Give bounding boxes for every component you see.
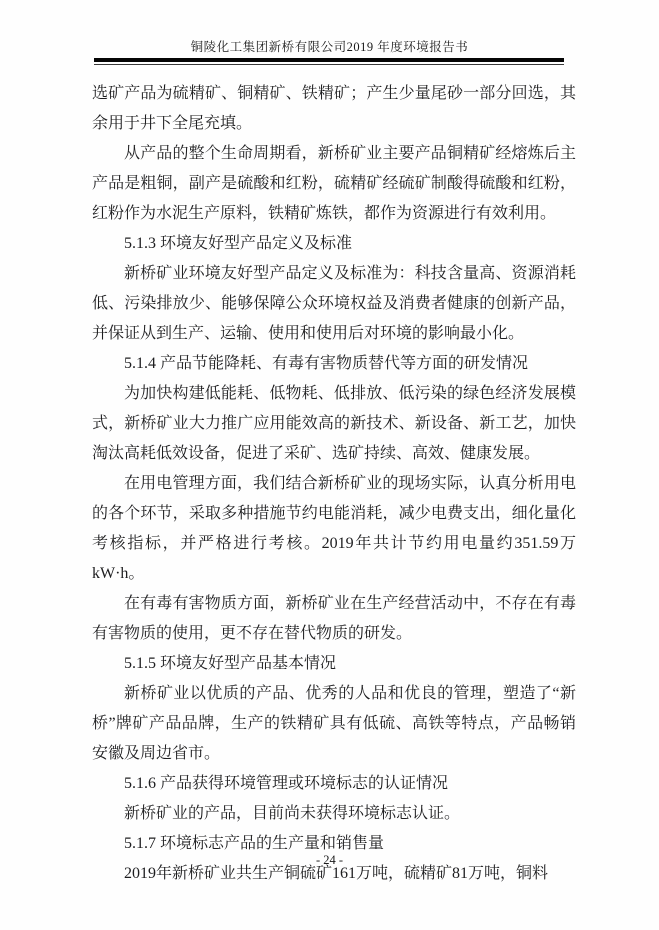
- section-heading-515: 5.1.5 环境友好型产品基本情况: [124, 655, 337, 672]
- body-paragraph: 从产品的整个生命周期看，新桥矿业主要产品铜精矿经熔炼后主产品是粗铜，副产是硫酸和红粉，硫精矿经硫矿制酸得硫酸和红粉，红粉作为水泥生产原料，铁精矿炼铁，都作为资源进行有效利用。: [92, 145, 576, 222]
- header-rule: [94, 58, 564, 65]
- page-number: - 24 -: [315, 853, 344, 867]
- section-heading-516: 5.1.6 产品获得环境管理或环境标志的认证情况: [124, 775, 449, 792]
- body-paragraph: 为加快构建低能耗、低物耗、低排放、低污染的绿色经济发展模式，新桥矿业大力推广应用能效高的新技术、新设备、新工艺，加快淘汰高耗低效设备，促进了采矿、选矿持续、高效、健康发展。: [92, 385, 576, 462]
- body-paragraph: 新桥矿业环境友好型产品定义及标准为：科技含量高、资源消耗低、污染排放少、能够保障公众环境权益及消费者健康的创新产品，并保证从到生产、运输、使用和使用后对环境的影响最小化。: [92, 265, 576, 342]
- body-paragraph: 在用电管理方面，我们结合新桥矿业的现场实际，认真分析用电的各个环节，采取多种措施节约电能消耗，减少电费支出，细化量化考核指标，并严格进行考核。2019年共计节约用电量约351.59万kW·h。: [92, 475, 576, 582]
- body-paragraph: 2019年新桥矿业共生产铜硫矿161万吨，硫精矿81万吨，铜料: [124, 865, 549, 882]
- document-body: [92, 79, 576, 889]
- body-paragraph: 新桥矿业以优质的产品、优秀的人品和优良的管理，塑造了“新桥”牌矿产品品牌，生产的铁精矿具有低硫、高铁等特点，产品畅销安徽及周边省市。: [92, 685, 576, 762]
- section-heading-513: 5.1.3 环境友好型产品定义及标准: [124, 235, 353, 252]
- section-heading-514: 5.1.4 产品节能降耗、有毒有害物质替代等方面的研发情况: [124, 355, 529, 372]
- section-heading-517: 5.1.7 环境标志产品的生产量和销售量: [124, 835, 385, 852]
- body-paragraph: 在有毒有害物质方面，新桥矿业在生产经营活动中，不存在有毒有害物质的使用，更不存在替代物质的研发。: [92, 595, 576, 642]
- body-paragraph: 新桥矿业的产品，目前尚未获得环境标志认证。: [124, 805, 461, 822]
- body-paragraph: 选矿产品为硫精矿、铜精矿、铁精矿；产生少量尾砂一部分回选，其余用于井下全尾充填。: [92, 85, 576, 132]
- page-header-title: 铜陵化工集团新桥有限公司2019 年度环境报告书: [190, 40, 469, 54]
